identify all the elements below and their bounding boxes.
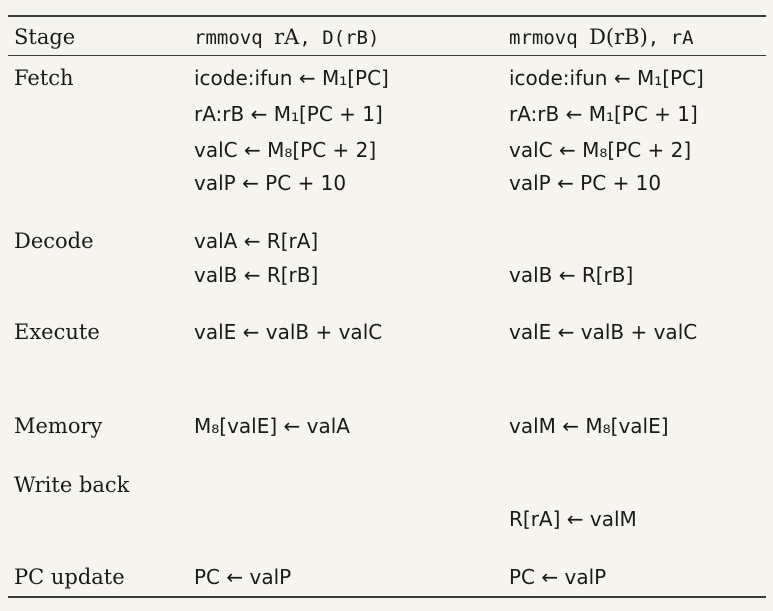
stage-pc-update: PC update: [14, 565, 125, 589]
header-col2-args-a: D(rB): [589, 25, 648, 49]
decode-col1-line-1: valA ← R[rA]: [194, 229, 319, 253]
header-col2-mrmovq: [509, 27, 694, 48]
header-col1-rmmovq: [194, 27, 379, 48]
fetch-col2-line-1: icode:ifun ← M₁[PC]: [509, 66, 704, 90]
header-stage: Stage: [14, 25, 76, 49]
pcupdate-col1-line-1: PC ← valP: [194, 565, 292, 589]
stage-write-back: Write back: [14, 473, 130, 497]
fetch-col2-line-4: valP ← PC + 10: [509, 171, 662, 195]
header-col1-args-a: rA: [274, 25, 300, 49]
memory-col1-line-1: M₈[valE] ← valA: [194, 414, 350, 438]
fetch-col1-line-4: valP ← PC + 10: [194, 171, 347, 195]
header-col1-args-b: , D(rB): [299, 27, 380, 49]
table-header-rule: [8, 55, 766, 56]
pcupdate-col2-line-1: PC ← valP: [509, 565, 607, 589]
stage-fetch: Fetch: [14, 66, 74, 90]
stage-execute: Execute: [14, 320, 100, 344]
fetch-col2-line-3: valC ← M₈[PC + 2]: [509, 138, 692, 162]
table-top-rule: [8, 15, 766, 17]
decode-col2-line-1: valB ← R[rB]: [509, 263, 634, 287]
execute-col2-line-1: valE ← valB + valC: [509, 320, 698, 344]
decode-col1-line-2: valB ← R[rB]: [194, 263, 319, 287]
writeback-col2-line-1: R[rA] ← valM: [509, 507, 637, 531]
memory-col2-line-1: valM ← M₈[valE]: [509, 414, 669, 438]
header-col1-instr: rmmovq: [194, 27, 263, 49]
fetch-col1-line-2: rA:rB ← M₁[PC + 1]: [194, 102, 383, 126]
header-col2-args-b: , rA: [647, 27, 694, 49]
stage-memory: Memory: [14, 414, 103, 438]
fetch-col1-line-3: valC ← M₈[PC + 2]: [194, 138, 377, 162]
fetch-col2-line-2: rA:rB ← M₁[PC + 1]: [509, 102, 698, 126]
fetch-col1-line-1: icode:ifun ← M₁[PC]: [194, 66, 389, 90]
stage-decode: Decode: [14, 229, 94, 253]
table-bottom-rule: [8, 596, 766, 598]
execute-col1-line-1: valE ← valB + valC: [194, 320, 383, 344]
header-col2-instr: mrmovq: [509, 27, 578, 49]
